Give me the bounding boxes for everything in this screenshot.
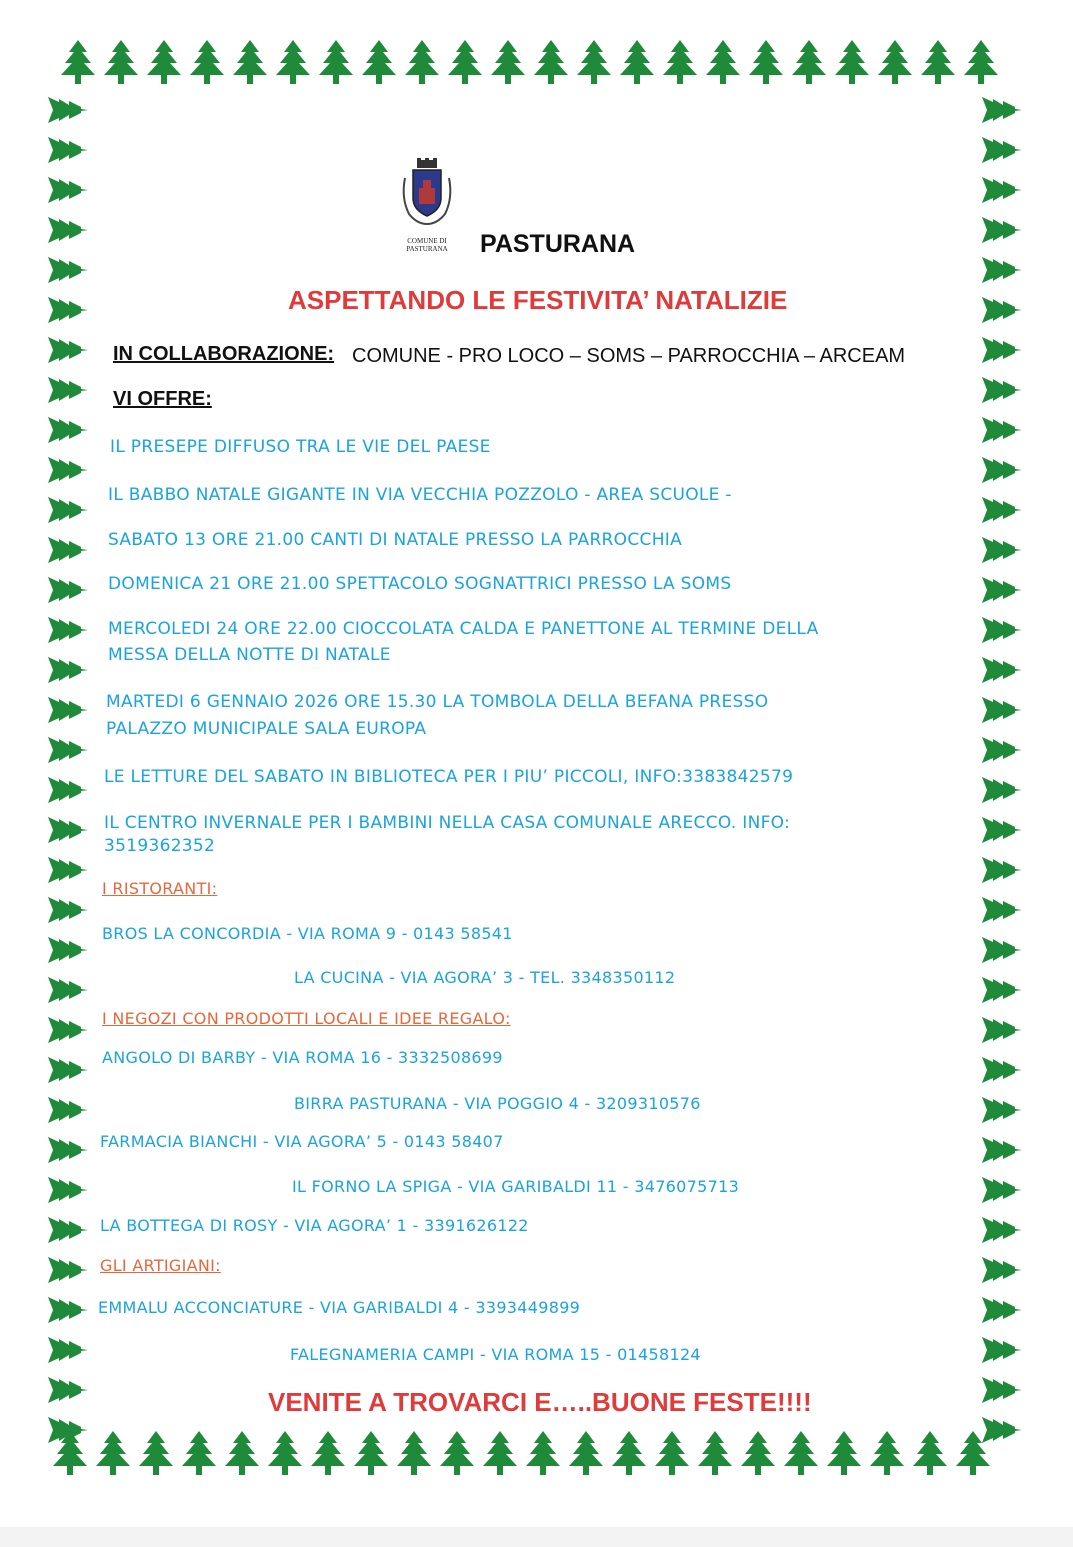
tree-icon <box>982 217 1022 243</box>
offer-line: DOMENICA 21 ORE 21.00 SPETTACOLO SOGNATTRICI PRESSO LA SOMS <box>108 574 732 594</box>
page-title: ASPETTANDO LE FESTIVITA’ NATALIZIE <box>288 285 788 315</box>
tree-icon <box>870 1431 904 1475</box>
tree-icon <box>792 40 826 84</box>
tree-icon <box>982 857 1022 883</box>
tree-icon <box>268 1431 302 1475</box>
tree-icon <box>362 40 396 84</box>
offer-line: LE LETTURE DEL SABATO IN BIBLIOTECA PER I PIU’ PICCOLI, INFO:3383842579 <box>104 767 794 787</box>
tree-icon <box>982 257 1022 283</box>
tree-icon <box>48 617 88 643</box>
restaurant-item: LA CUCINA - VIA AGORA’ 3 - TEL. 3348350112 <box>294 968 676 987</box>
tree-icon <box>48 177 88 203</box>
tree-icon <box>48 977 88 1003</box>
tree-icon <box>48 417 88 443</box>
tree-icon <box>982 457 1022 483</box>
tree-icon <box>982 1337 1022 1363</box>
emblem-caption-line1: COMUNE DI <box>407 237 447 245</box>
tree-icon <box>913 1431 947 1475</box>
collaboration-value: COMUNE - PRO LOCO – SOMS – PARROCCHIA – ARCEAM <box>352 345 906 367</box>
tree-icon <box>982 497 1022 523</box>
tree-icon <box>569 1431 603 1475</box>
tree-icon <box>982 977 1022 1003</box>
tree-icon <box>48 1337 88 1363</box>
tree-icon <box>48 1297 88 1323</box>
tree-icon <box>827 1431 861 1475</box>
tree-icon <box>440 1431 474 1475</box>
tree-icon <box>982 297 1022 323</box>
tree-icon <box>48 737 88 763</box>
tree-icon <box>982 577 1022 603</box>
tree-icon <box>48 257 88 283</box>
emblem-caption <box>388 237 466 253</box>
shop-item: ANGOLO DI BARBY - VIA ROMA 16 - 3332508699 <box>102 1048 503 1067</box>
tree-icon <box>48 1097 88 1123</box>
offer-line: MARTEDI 6 GENNAIO 2026 ORE 15.30 LA TOMBOLA DELLA BEFANA PRESSO <box>106 692 769 712</box>
tree-icon <box>982 617 1022 643</box>
tree-icon <box>48 1257 88 1283</box>
tree-icon <box>139 1431 173 1475</box>
tree-icon <box>612 1431 646 1475</box>
tree-icon <box>48 377 88 403</box>
tree-icon <box>48 337 88 363</box>
tree-icon <box>577 40 611 84</box>
tree-icon <box>233 40 267 84</box>
artisans-label: GLI ARTIGIANI: <box>100 1256 221 1275</box>
tree-icon <box>982 537 1022 563</box>
offer-line: IL CENTRO INVERNALE PER I BAMBINI NELLA CASA COMUNALE ARECCO. INFO: <box>104 813 791 833</box>
shop-item: LA BOTTEGA DI ROSY - VIA AGORA’ 1 - 3391626122 <box>100 1216 529 1235</box>
tree-icon <box>784 1431 818 1475</box>
tree-icon <box>48 1137 88 1163</box>
offer-line: PALAZZO MUNICIPALE SALA EUROPA <box>106 719 427 739</box>
tree-icon <box>982 1177 1022 1203</box>
offer-line: SABATO 13 ORE 21.00 CANTI DI NATALE PRESSO LA PARROCCHIA <box>108 530 683 550</box>
tree-icon <box>878 40 912 84</box>
tree-icon <box>982 657 1022 683</box>
tree-icon <box>982 137 1022 163</box>
tree-icon <box>982 1417 1022 1443</box>
offer-line: MESSA DELLA NOTTE DI NATALE <box>108 645 391 665</box>
artisan-item: FALEGNAMERIA CAMPI - VIA ROMA 15 - 01458124 <box>290 1345 701 1364</box>
tree-icon <box>491 40 525 84</box>
shop-item: IL FORNO LA SPIGA - VIA GARIBALDI 11 - 3476075713 <box>292 1177 740 1196</box>
tree-icon <box>48 897 88 923</box>
offer-line: MERCOLEDI 24 ORE 22.00 CIOCCOLATA CALDA E PANETTONE AL TERMINE DELLA <box>108 619 819 639</box>
tree-icon <box>319 40 353 84</box>
collaboration-label: IN COLLABORAZIONE: <box>113 343 335 365</box>
tree-icon <box>526 1431 560 1475</box>
closing-message: VENITE A TROVARCI E…..BUONE FESTE!!!! <box>268 1387 812 1417</box>
tree-icon <box>61 40 95 84</box>
emblem-caption-line2: PASTURANA <box>406 245 448 253</box>
tree-icon <box>48 1377 88 1403</box>
tree-icon <box>354 1431 388 1475</box>
tree-icon <box>48 537 88 563</box>
tree-icon <box>48 657 88 683</box>
tree-icon <box>448 40 482 84</box>
tree-icon <box>483 1431 517 1475</box>
tree-icon <box>835 40 869 84</box>
tree-icon <box>982 1137 1022 1163</box>
tree-icon <box>655 1431 689 1475</box>
tree-icon <box>982 417 1022 443</box>
tree-icon <box>190 40 224 84</box>
offers-label: VI OFFRE: <box>113 388 212 410</box>
tree-icon <box>982 697 1022 723</box>
tree-icon <box>982 337 1022 363</box>
tree-icon <box>964 40 998 84</box>
tree-icon <box>749 40 783 84</box>
tree-icon <box>982 737 1022 763</box>
tree-icon <box>982 777 1022 803</box>
tree-icon <box>48 497 88 523</box>
tree-icon <box>147 40 181 84</box>
town-name: PASTURANA <box>480 230 636 258</box>
tree-icon <box>982 1377 1022 1403</box>
tree-icon <box>982 1257 1022 1283</box>
restaurant-item: BROS LA CONCORDIA - VIA ROMA 9 - 0143 58541 <box>102 924 513 943</box>
tree-icon <box>48 1217 88 1243</box>
tree-icon <box>104 40 138 84</box>
offer-line: IL BABBO NATALE GIGANTE IN VIA VECCHIA POZZOLO - AREA SCUOLE - <box>108 485 732 505</box>
tree-icon <box>397 1431 431 1475</box>
tree-icon <box>276 40 310 84</box>
tree-icon <box>982 377 1022 403</box>
tree-icon <box>48 137 88 163</box>
tree-icon <box>48 857 88 883</box>
tree-icon <box>982 1017 1022 1043</box>
tree-icon <box>921 40 955 84</box>
tree-icon <box>982 1217 1022 1243</box>
tree-icon <box>982 1097 1022 1123</box>
tree-icon <box>48 777 88 803</box>
tree-icon <box>741 1431 775 1475</box>
artisan-item: EMMALU ACCONCIATURE - VIA GARIBALDI 4 - 3393449899 <box>98 1298 581 1317</box>
restaurants-label: I RISTORANTI: <box>102 879 218 898</box>
shop-item: FARMACIA BIANCHI - VIA AGORA’ 5 - 0143 58407 <box>100 1132 504 1151</box>
tree-icon <box>982 177 1022 203</box>
tree-icon <box>48 217 88 243</box>
offer-line: 3519362352 <box>104 836 216 856</box>
tree-icon <box>982 1297 1022 1323</box>
shop-item: BIRRA PASTURANA - VIA POGGIO 4 - 3209310576 <box>294 1094 701 1113</box>
tree-icon <box>48 817 88 843</box>
tree-icon <box>48 577 88 603</box>
tree-icon <box>48 937 88 963</box>
offer-line: IL PRESEPE DIFFUSO TRA LE VIE DEL PAESE <box>110 437 491 457</box>
tree-icon <box>48 97 88 123</box>
tree-icon <box>534 40 568 84</box>
tree-icon <box>48 297 88 323</box>
tree-icon <box>48 1177 88 1203</box>
tree-icon <box>982 97 1022 123</box>
tree-icon <box>982 1057 1022 1083</box>
tree-icon <box>620 40 654 84</box>
bottom-strip <box>0 1527 1073 1547</box>
tree-icon <box>698 1431 732 1475</box>
tree-icon <box>706 40 740 84</box>
tree-icon <box>982 897 1022 923</box>
tree-icon <box>663 40 697 84</box>
tree-icon <box>48 697 88 723</box>
tree-icon <box>48 457 88 483</box>
shops-label: I NEGOZI CON PRODOTTI LOCALI E IDEE REGALO: <box>102 1009 511 1028</box>
tree-icon <box>225 1431 259 1475</box>
tree-icon <box>96 1431 130 1475</box>
tree-icon <box>982 817 1022 843</box>
tree-icon <box>982 937 1022 963</box>
tree-icon <box>311 1431 345 1475</box>
tree-icon <box>405 40 439 84</box>
tree-icon <box>48 1057 88 1083</box>
tree-icon <box>182 1431 216 1475</box>
tree-icon <box>48 1017 88 1043</box>
